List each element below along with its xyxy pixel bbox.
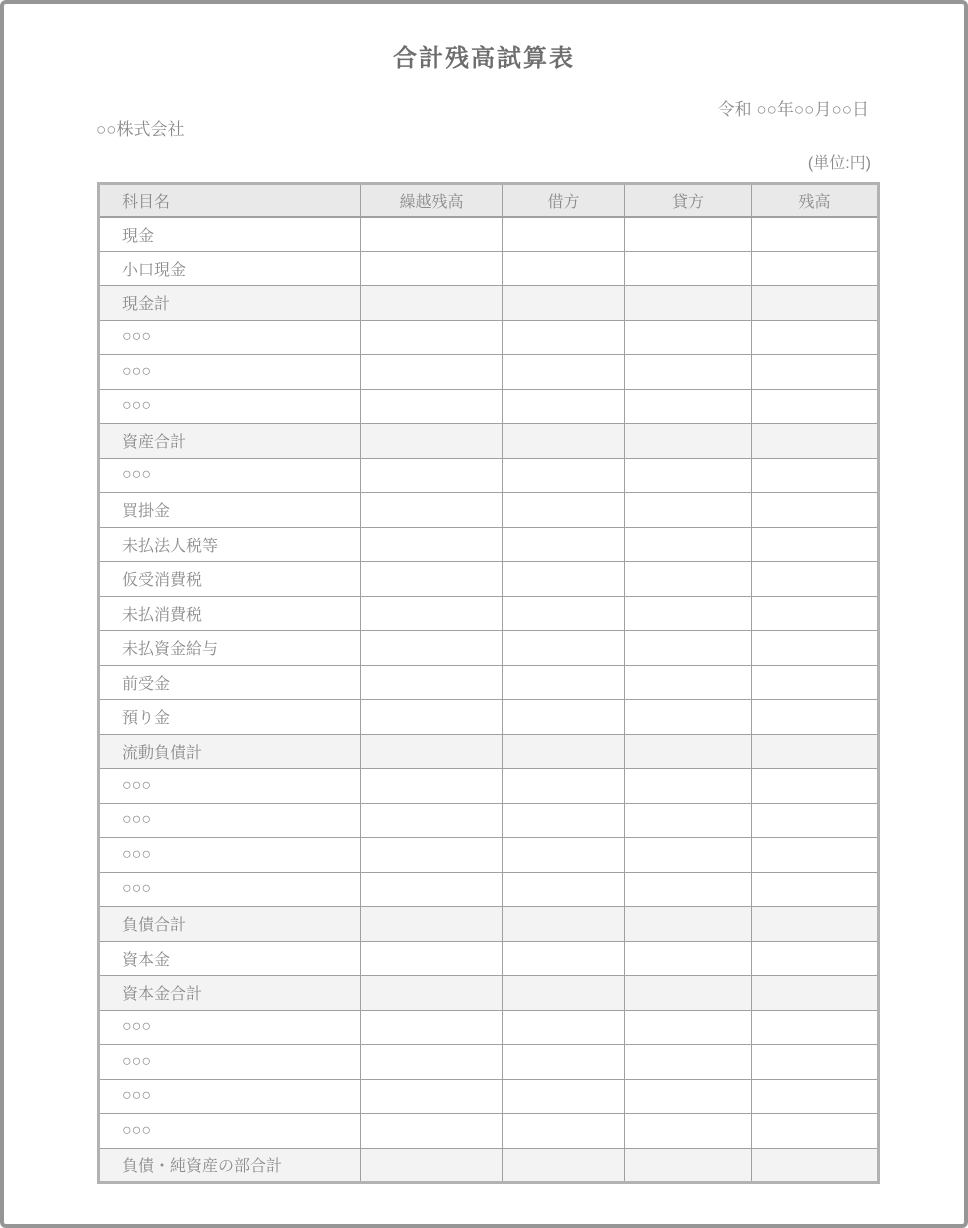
table-row	[99, 872, 879, 907]
amount-cell	[625, 1148, 752, 1183]
amount-cell	[503, 527, 625, 562]
amount-cell	[503, 389, 625, 424]
amount-cell	[361, 734, 503, 769]
amount-cell	[361, 941, 503, 976]
amount-cell	[361, 1045, 503, 1080]
amount-cell	[752, 355, 879, 390]
amount-cell	[752, 803, 879, 838]
amount-cell	[625, 665, 752, 700]
amount-cell	[625, 907, 752, 942]
amount-cell	[503, 976, 625, 1011]
account-name-cell: ○○○	[99, 355, 361, 390]
amount-cell	[625, 389, 752, 424]
account-name-cell: 前受金	[99, 665, 361, 700]
amount-cell	[752, 493, 879, 528]
amount-cell	[361, 251, 503, 286]
amount-cell	[361, 527, 503, 562]
amount-cell	[625, 493, 752, 528]
account-name-cell: 未払資金給与	[99, 631, 361, 666]
amount-cell	[752, 251, 879, 286]
account-name-cell: 流動負債計	[99, 734, 361, 769]
amount-cell	[503, 631, 625, 666]
amount-cell	[503, 458, 625, 493]
table-row	[99, 976, 879, 1011]
amount-cell	[361, 700, 503, 735]
amount-cell	[361, 320, 503, 355]
amount-cell	[503, 700, 625, 735]
amount-cell	[752, 320, 879, 355]
amount-cell	[625, 355, 752, 390]
amount-cell	[503, 665, 625, 700]
page-title: 合計残高試算表	[393, 45, 575, 72]
amount-cell	[361, 907, 503, 942]
unit-label: (単位:円)	[807, 155, 871, 172]
account-name-cell: ○○○	[99, 389, 361, 424]
table-row	[99, 803, 879, 838]
amount-cell	[625, 631, 752, 666]
trial-balance-table	[97, 182, 880, 1184]
amount-cell	[625, 527, 752, 562]
account-name-cell: 現金	[99, 217, 361, 252]
table-row	[99, 251, 879, 286]
table-row	[99, 493, 879, 528]
account-name-cell: 資本金	[99, 941, 361, 976]
amount-cell	[625, 872, 752, 907]
amount-cell	[752, 976, 879, 1011]
amount-cell	[752, 424, 879, 459]
amount-cell	[361, 389, 503, 424]
amount-cell	[752, 1010, 879, 1045]
amount-cell	[503, 769, 625, 804]
table-row	[99, 217, 879, 252]
amount-cell	[503, 803, 625, 838]
account-name-cell: ○○○	[99, 1079, 361, 1114]
amount-cell	[625, 596, 752, 631]
column-header-carryover-balance: 繰越残高	[361, 184, 503, 217]
amount-cell	[503, 838, 625, 873]
amount-cell	[503, 424, 625, 459]
amount-cell	[361, 769, 503, 804]
amount-cell	[625, 1045, 752, 1080]
amount-cell	[752, 1079, 879, 1114]
amount-cell	[625, 251, 752, 286]
table-row	[99, 631, 879, 666]
amount-cell	[361, 872, 503, 907]
amount-cell	[752, 562, 879, 597]
amount-cell	[752, 458, 879, 493]
table-row	[99, 286, 879, 321]
amount-cell	[752, 1045, 879, 1080]
amount-cell	[752, 217, 879, 252]
table-row	[99, 734, 879, 769]
company-name: ○○株式会社	[96, 120, 185, 139]
amount-cell	[503, 1148, 625, 1183]
amount-cell	[752, 941, 879, 976]
amount-cell	[361, 493, 503, 528]
account-name-cell: ○○○	[99, 803, 361, 838]
amount-cell	[625, 320, 752, 355]
table-row	[99, 1045, 879, 1080]
amount-cell	[625, 734, 752, 769]
table-row	[99, 1010, 879, 1045]
amount-cell	[752, 1148, 879, 1183]
amount-cell	[503, 907, 625, 942]
amount-cell	[752, 872, 879, 907]
amount-cell	[625, 941, 752, 976]
table-row	[99, 424, 879, 459]
amount-cell	[625, 217, 752, 252]
amount-cell	[361, 217, 503, 252]
column-header-debit: 借方	[503, 184, 625, 217]
column-header-credit: 貸方	[625, 184, 752, 217]
amount-cell	[361, 596, 503, 631]
table-row	[99, 941, 879, 976]
amount-cell	[503, 1045, 625, 1080]
amount-cell	[361, 458, 503, 493]
amount-cell	[361, 1010, 503, 1045]
amount-cell	[625, 976, 752, 1011]
table-row	[99, 838, 879, 873]
amount-cell	[752, 286, 879, 321]
amount-cell	[752, 769, 879, 804]
amount-cell	[361, 838, 503, 873]
amount-cell	[361, 631, 503, 666]
amount-cell	[503, 1010, 625, 1045]
amount-cell	[625, 1010, 752, 1045]
table-row	[99, 458, 879, 493]
table-row	[99, 769, 879, 804]
amount-cell	[752, 389, 879, 424]
amount-cell	[625, 769, 752, 804]
amount-cell	[503, 251, 625, 286]
account-name-cell: ○○○	[99, 320, 361, 355]
account-name-cell: 負債・純資産の部合計	[99, 1148, 361, 1183]
amount-cell	[503, 734, 625, 769]
amount-cell	[503, 596, 625, 631]
amount-cell	[503, 941, 625, 976]
account-name-cell: 現金計	[99, 286, 361, 321]
column-header-balance: 残高	[752, 184, 879, 217]
table-row	[99, 1148, 879, 1183]
account-name-cell: ○○○	[99, 872, 361, 907]
amount-cell	[503, 320, 625, 355]
amount-cell	[752, 700, 879, 735]
account-name-cell: 未払消費税	[99, 596, 361, 631]
amount-cell	[361, 562, 503, 597]
amount-cell	[752, 734, 879, 769]
amount-cell	[752, 907, 879, 942]
account-name-cell: ○○○	[99, 838, 361, 873]
account-name-cell: 負債合計	[99, 907, 361, 942]
amount-cell	[625, 286, 752, 321]
amount-cell	[625, 562, 752, 597]
amount-cell	[503, 1114, 625, 1149]
amount-cell	[625, 700, 752, 735]
account-name-cell: ○○○	[99, 1010, 361, 1045]
amount-cell	[625, 1079, 752, 1114]
account-name-cell: ○○○	[99, 458, 361, 493]
amount-cell	[625, 424, 752, 459]
account-name-cell: ○○○	[99, 1114, 361, 1149]
amount-cell	[361, 1114, 503, 1149]
amount-cell	[503, 217, 625, 252]
table-row	[99, 320, 879, 355]
table-row	[99, 527, 879, 562]
column-header-account-name: 科目名	[99, 184, 361, 217]
amount-cell	[625, 1114, 752, 1149]
amount-cell	[625, 803, 752, 838]
amount-cell	[503, 355, 625, 390]
account-name-cell: ○○○	[99, 1045, 361, 1080]
account-name-cell: 資産合計	[99, 424, 361, 459]
amount-cell	[752, 838, 879, 873]
table-row	[99, 596, 879, 631]
amount-cell	[503, 286, 625, 321]
amount-cell	[503, 493, 625, 528]
amount-cell	[361, 286, 503, 321]
amount-cell	[752, 1114, 879, 1149]
issue-date: 令和 ○○年○○月○○日	[717, 100, 869, 119]
account-name-cell: 未払法人税等	[99, 527, 361, 562]
amount-cell	[752, 665, 879, 700]
table-row	[99, 562, 879, 597]
account-name-cell: 資本金合計	[99, 976, 361, 1011]
account-name-cell: 仮受消費税	[99, 562, 361, 597]
table-row	[99, 700, 879, 735]
table-row	[99, 1114, 879, 1149]
account-name-cell: 預り金	[99, 700, 361, 735]
amount-cell	[361, 424, 503, 459]
amount-cell	[361, 1148, 503, 1183]
account-name-cell: 買掛金	[99, 493, 361, 528]
amount-cell	[361, 803, 503, 838]
amount-cell	[503, 562, 625, 597]
amount-cell	[752, 596, 879, 631]
table-row	[99, 907, 879, 942]
amount-cell	[361, 976, 503, 1011]
amount-cell	[361, 1079, 503, 1114]
amount-cell	[625, 458, 752, 493]
table-row	[99, 665, 879, 700]
amount-cell	[361, 665, 503, 700]
amount-cell	[503, 1079, 625, 1114]
table-header-row	[99, 184, 879, 217]
amount-cell	[752, 527, 879, 562]
amount-cell	[752, 631, 879, 666]
amount-cell	[361, 355, 503, 390]
table-row	[99, 355, 879, 390]
table-row	[99, 1079, 879, 1114]
table-row	[99, 389, 879, 424]
account-name-cell: ○○○	[99, 769, 361, 804]
account-name-cell: 小口現金	[99, 251, 361, 286]
amount-cell	[625, 838, 752, 873]
amount-cell	[503, 872, 625, 907]
